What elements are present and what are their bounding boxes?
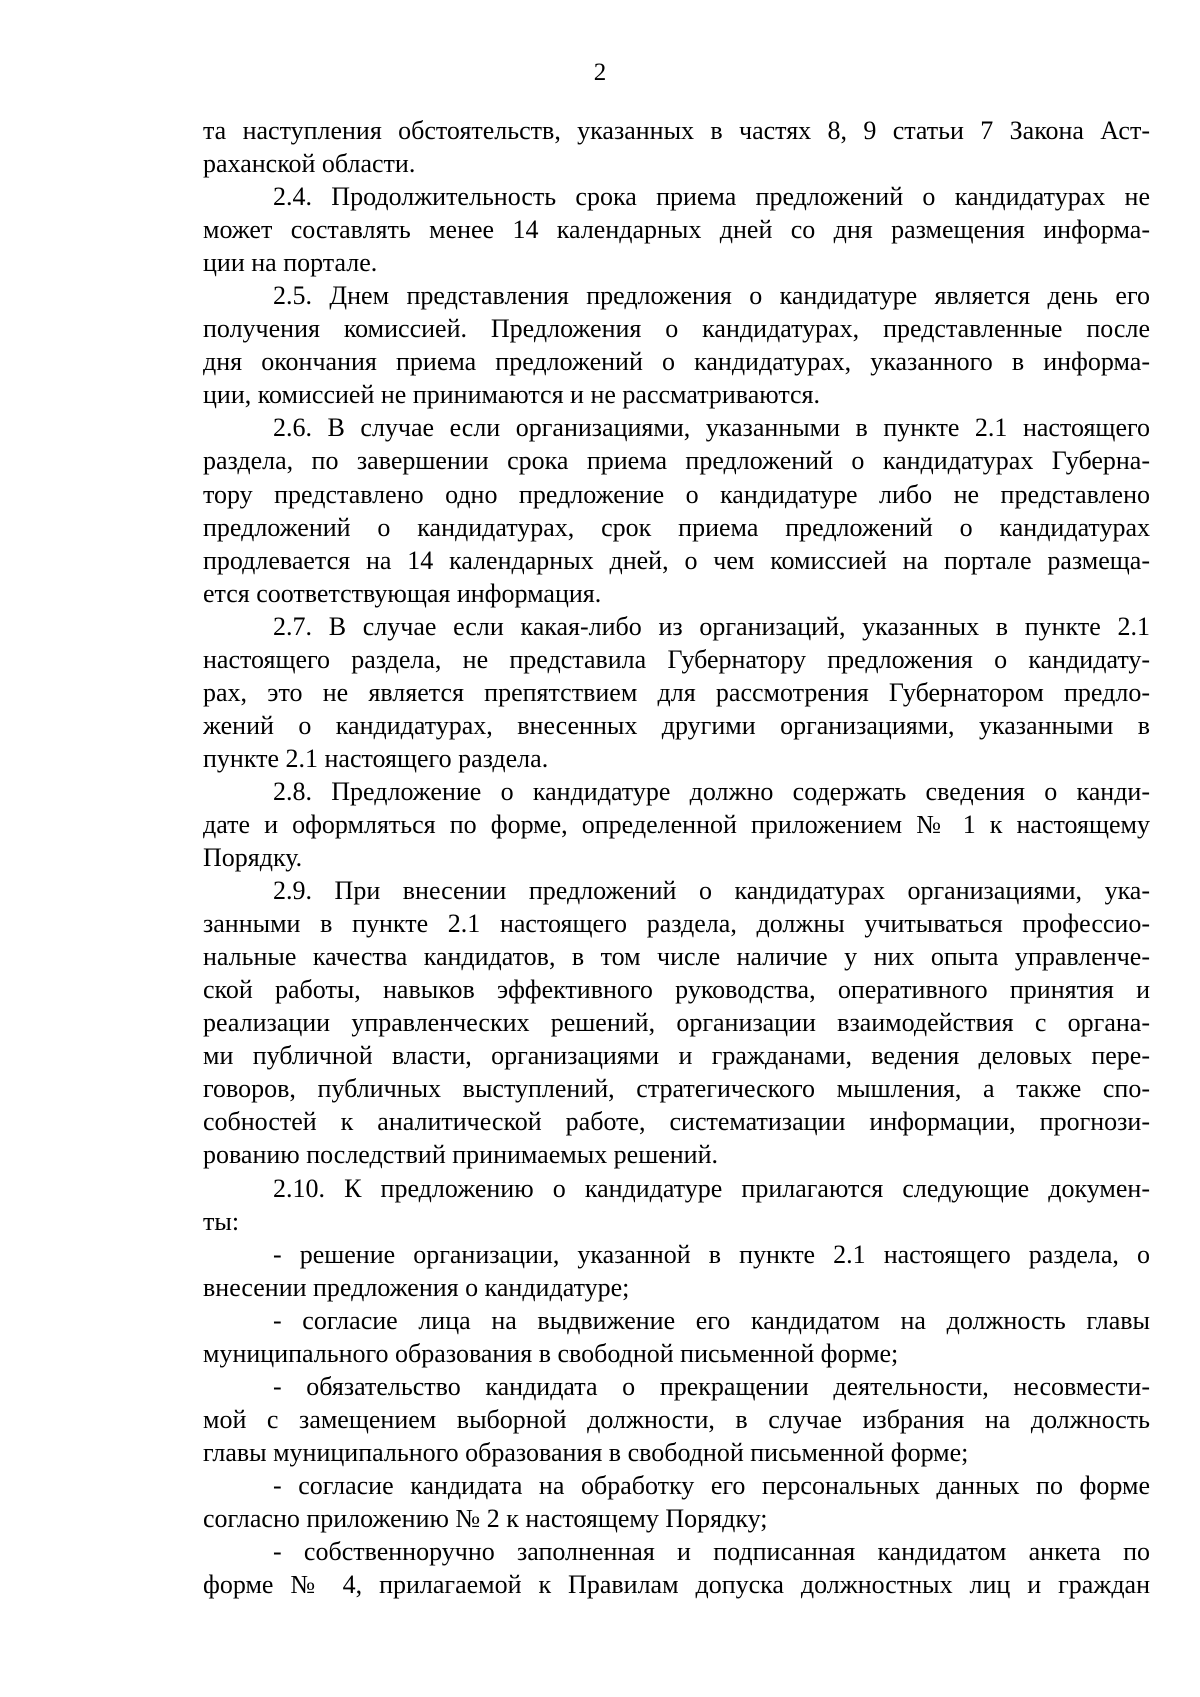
text-line: форме № 4, прилагаемой к Правилам допуска должностных лиц и граждан [203, 1570, 1150, 1600]
text-line: раханской области. [203, 149, 416, 179]
text-line: дате и оформляться по форме, определенной приложением № 1 к настоящему [203, 809, 1150, 839]
text-line: раздела, по завершении срока приема предложений о кандидатурах Губерна- [203, 446, 1150, 476]
text-line: ции на портале. [203, 248, 378, 278]
text-line: 2.8. Предложение о кандидатуре должно содержать сведения о канди- [273, 776, 1150, 806]
text-line: может составлять менее 14 календарных дней со дня размещения информа- [203, 215, 1150, 245]
text-line: - решение организации, указанной в пункте 2.1 настоящего раздела, о [273, 1239, 1150, 1269]
text-line: собностей к аналитической работе, систематизации информации, прогнози- [203, 1107, 1150, 1137]
text-line: согласно приложению № 2 к настоящему Порядку; [203, 1503, 768, 1533]
text-line: муниципального образования в свободной письменной форме; [203, 1338, 899, 1368]
text-line: занными в пункте 2.1 настоящего раздела, должны учитываться профессио- [203, 909, 1150, 939]
text-line: ты: [203, 1206, 240, 1236]
text-line: пункте 2.1 настоящего раздела. [203, 743, 549, 773]
text-line: дня окончания приема предложений о кандидатурах, указанного в информа- [203, 347, 1150, 377]
text-line: настоящего раздела, не представила Губернатору предложения о кандидату- [203, 644, 1150, 674]
text-line: ми публичной власти, организациями и гражданами, ведения деловых пере- [203, 1041, 1150, 1071]
text-line: - согласие кандидата на обработку его персональных данных по форме [273, 1470, 1150, 1500]
text-line: говоров, публичных выступлений, стратегического мышления, а также спо- [203, 1074, 1150, 1104]
text-line: рах, это не является препятствием для рассмотрения Губернатором предло- [203, 677, 1150, 707]
text-line: мой с замещением выборной должности, в случае избрания на должность [203, 1404, 1150, 1434]
text-line: продлевается на 14 календарных дней, о чем комиссией на портале размеща- [203, 545, 1150, 575]
text-line: та наступления обстоятельств, указанных в частях 8, 9 статьи 7 Закона Аст- [203, 116, 1150, 145]
text-line: рованию последствий принимаемых решений. [203, 1140, 719, 1170]
text-line: нальные качества кандидатов, в том числе наличие у них опыта управленче- [203, 942, 1150, 972]
text-line: внесении предложения о кандидатуре; [203, 1272, 630, 1302]
text-line: 2.7. В случае если какая-либо из организаций, указанных в пункте 2.1 [273, 611, 1150, 641]
text-line: - обязательство кандидата о прекращении деятельности, несовмести- [273, 1371, 1150, 1401]
text-line: получения комиссией. Предложения о кандидатурах, представленные после [203, 314, 1150, 344]
text-line: реализации управленческих решений, организации взаимодействия с органа- [203, 1008, 1150, 1038]
text-line: 2.4. Продолжительность срока приема предложений о кандидатурах не [273, 182, 1150, 212]
text-line: жений о кандидатурах, внесенных другими организациями, указанными в [203, 710, 1150, 740]
text-line: - собственноручно заполненная и подписанная кандидатом анкета по [273, 1537, 1150, 1567]
page-number: 2 [593, 59, 607, 86]
text-line: 2.9. При внесении предложений о кандидатурах организациями, ука- [273, 876, 1150, 906]
text-line: ской работы, навыков эффективного руководства, оперативного принятия и [203, 975, 1150, 1005]
text-line: - согласие лица на выдвижение его кандидатом на должность главы [273, 1305, 1150, 1335]
text-line: предложений о кандидатурах, срок приема предложений о кандидатурах [203, 512, 1150, 542]
document-body [203, 114, 1150, 1601]
text-line: тору представлено одно предложение о кандидатуре либо не представлено [203, 479, 1150, 509]
text-line: 2.10. К предложению о кандидатуре прилагаются следующие докумен- [273, 1173, 1150, 1203]
text-line: главы муниципального образования в свободной письменной форме; [203, 1437, 969, 1467]
text-line: 2.6. В случае если организациями, указанными в пункте 2.1 настоящего [273, 413, 1150, 443]
text-line: Порядку. [203, 843, 303, 873]
text-line: ется соответствующая информация. [203, 578, 602, 608]
text-line: ции, комиссией не принимаются и не рассматриваются. [203, 380, 821, 410]
text-line: 2.5. Днем представления предложения о кандидатуре является день его [273, 281, 1150, 311]
